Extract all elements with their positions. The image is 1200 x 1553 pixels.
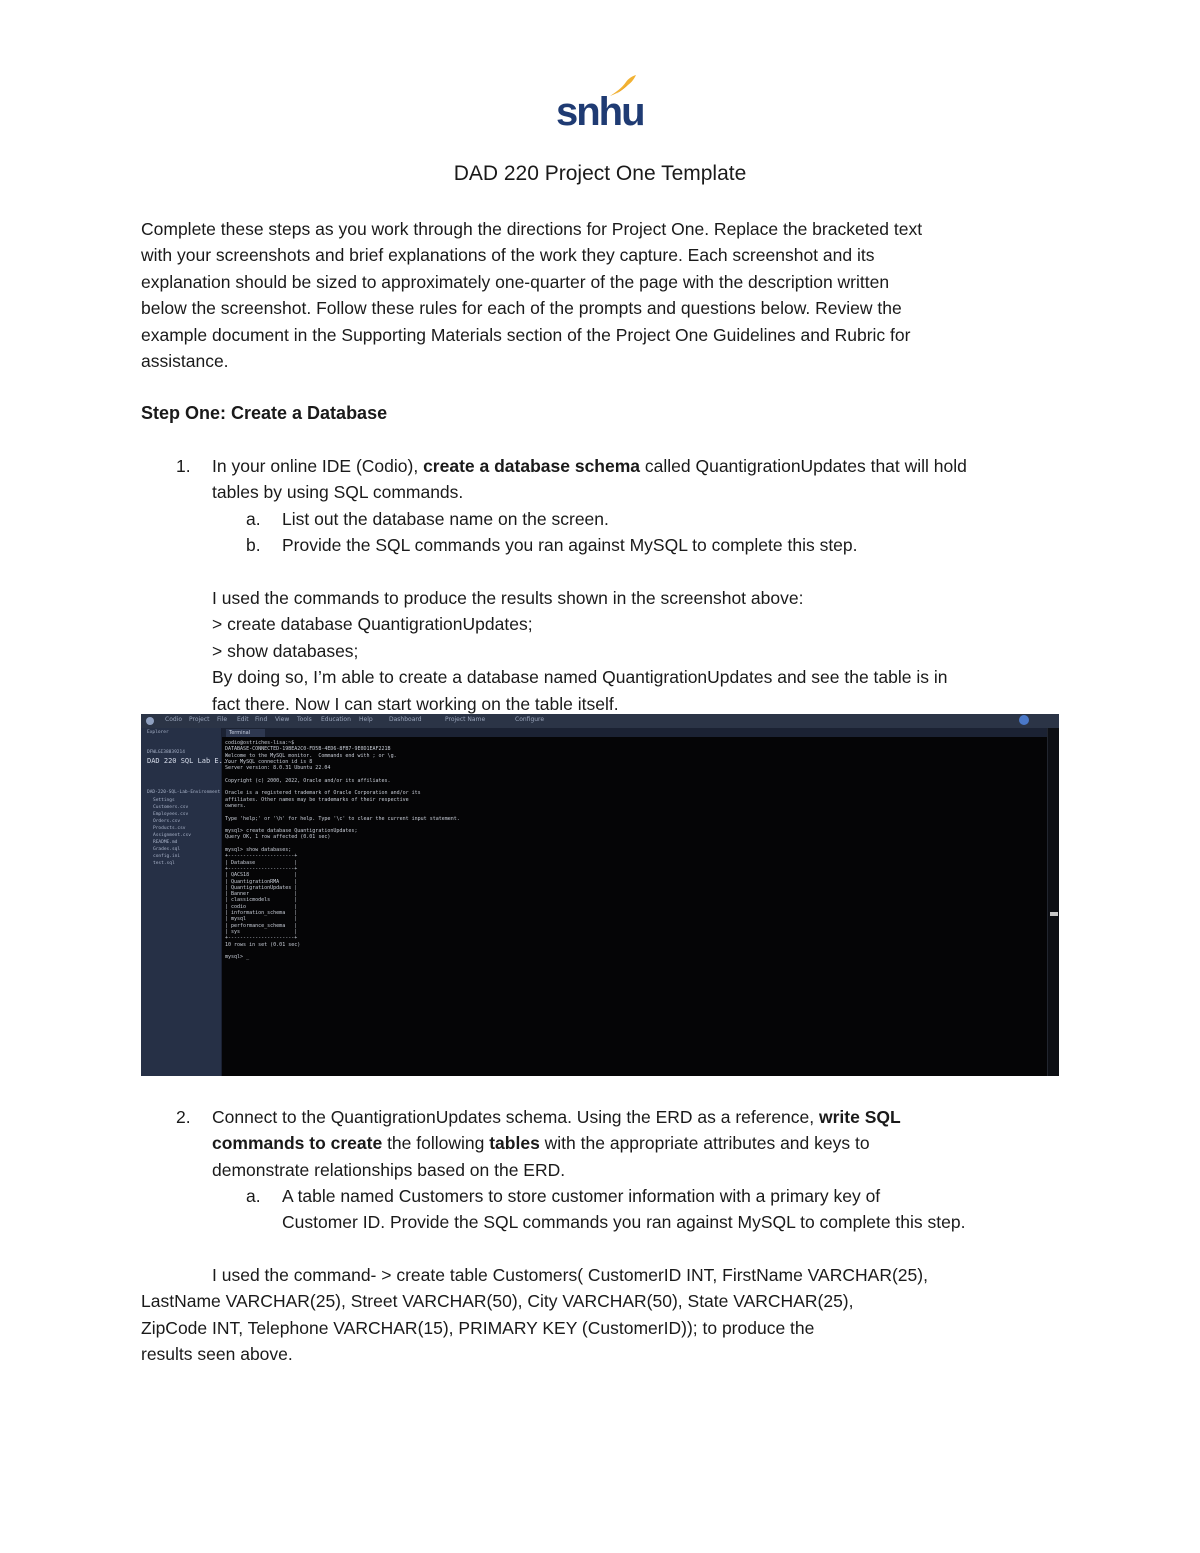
item-2-line-3: demonstrate relationships based on the ERD. <box>212 1159 566 1180</box>
sub-item-label: b. <box>246 535 261 555</box>
item-2-text <box>212 1104 1072 1183</box>
terminal-line: | sys | <box>225 928 298 935</box>
sidebar-file[interactable]: README.md <box>153 840 178 845</box>
intro-line: assistance. <box>141 351 229 372</box>
terminal-line: Copyright (c) 2000, 2022, Oracle and/or its affiliates. <box>225 777 391 784</box>
terminal-line: | codio | <box>225 903 298 910</box>
answer-1 <box>212 585 1072 717</box>
terminal-line: +----------------------+ <box>225 853 298 860</box>
terminal-line: Your MySQL connection id is 8 <box>225 758 313 765</box>
answer-line: I used the command- > create table Customers( CustomerID INT, FirstName VARCHAR(25), <box>212 1265 928 1285</box>
sidebar-file[interactable]: config.ini <box>153 854 181 859</box>
sidebar-file[interactable]: Settings <box>153 798 175 803</box>
avatar[interactable] <box>1019 715 1029 725</box>
terminal-line: | QuantigrationUpdates | <box>225 884 298 891</box>
terminal-output <box>225 740 1025 960</box>
text-run: with the appropriate attributes and keys to <box>539 1133 870 1154</box>
sidebar-file[interactable]: test.sql <box>153 861 175 866</box>
terminal-line: DATABASE-CONNECTED-19BEA2C0-FD5B-4ED6-8FB7-9E0D1EAF221B <box>225 746 391 753</box>
menu-item[interactable]: Education <box>321 716 351 723</box>
terminal-line: Oracle is a registered trademark of Oracle Corporation and/or its <box>225 790 421 797</box>
sidebar-file[interactable]: Employees.csv <box>153 812 189 817</box>
answer-line: By doing so, I’m able to create a database named QuantigrationUpdates and see the table is in <box>212 667 948 688</box>
ide-screenshot <box>141 714 1059 1076</box>
menu-item[interactable]: View <box>275 716 290 723</box>
answer-line: > show databases; <box>212 640 359 661</box>
terminal-line: | QACS18 | <box>225 872 298 879</box>
intro-line: below the screenshot. Follow these rules for each of the prompts and questions below. Review the <box>141 298 902 319</box>
scrollbar-thumb[interactable] <box>1050 912 1058 916</box>
text-run: Connect to the QuantigrationUpdates schema. Using the ERD as a reference, <box>212 1107 819 1127</box>
item-2a-line: A table named Customers to store customer information with a primary key of <box>282 1186 881 1206</box>
intro-paragraph <box>141 216 1061 374</box>
menu-item[interactable]: Edit <box>237 716 249 723</box>
sidebar-project-name: DAD 220 SQL Lab E... <box>147 757 232 765</box>
menu-item[interactable]: Codio <box>165 716 183 723</box>
ide-sidebar <box>141 728 232 1076</box>
intro-line: Complete these steps as you work through the directions for Project One. Replace the bracketed text <box>141 219 923 239</box>
terminal-line: Query OK, 1 row affected (0.01 sec) <box>225 834 331 841</box>
item-2-line-2 <box>212 1130 1072 1156</box>
item-1-line-2: tables by using SQL commands. <box>212 482 464 503</box>
terminal-line: | information_schema | <box>225 910 298 917</box>
terminal-line: Server version: 8.0.31 Ubuntu 22.04 <box>225 765 331 772</box>
codio-logo-icon <box>145 716 155 726</box>
sidebar-file[interactable]: Assignment.csv <box>153 833 191 838</box>
menu-item[interactable]: Project <box>189 716 210 723</box>
menu-item[interactable]: Tools <box>297 716 312 723</box>
answer-line: I used the commands to produce the results shown in the screenshot above: <box>212 588 804 608</box>
terminal-line: +----------------------+ <box>225 935 298 942</box>
terminal-line: | mysql | <box>225 916 298 923</box>
ide-menubar <box>141 714 1059 729</box>
item-number: 1. <box>176 456 191 476</box>
item-2-line-1 <box>212 1104 1072 1130</box>
menu-item[interactable]: Help <box>359 716 373 723</box>
terminal-line: mysql> create database QuantigrationUpdates; <box>225 828 358 835</box>
terminal-line: | classicmodels | <box>225 897 298 904</box>
item-2a-text <box>282 1183 1072 1236</box>
intro-line: with your screenshots and brief explanations of the work they capture. Each screenshot and its <box>141 245 875 266</box>
answer-line: fact there. Now I can start working on the table itself. <box>212 693 619 714</box>
answer-line: LastName VARCHAR(25), Street VARCHAR(50), City VARCHAR(50), State VARCHAR(25), <box>141 1291 854 1312</box>
answer-line: > create database QuantigrationUpdates; <box>212 614 533 635</box>
answer-line: results seen above. <box>141 1344 293 1365</box>
sidebar-folder[interactable]: DAD-220-SQL-Lab-Environment <box>147 790 221 795</box>
item-1b-text: Provide the SQL commands you ran against MySQL to complete this step. <box>282 535 858 555</box>
sub-item-label: a. <box>246 1186 261 1206</box>
menu-item[interactable]: File <box>217 716 228 723</box>
sidebar-file[interactable]: Products.csv <box>153 826 186 831</box>
sidebar-file[interactable]: Customers.csv <box>153 805 189 810</box>
scrollbar[interactable] <box>1047 728 1059 1076</box>
terminal-line: | QuantigrationRMA | <box>225 878 298 885</box>
ide-tabbar <box>222 728 1059 737</box>
menu-item[interactable]: Configure <box>515 716 545 723</box>
menu-item[interactable]: Project Name <box>445 716 486 723</box>
terminal-line: affiliates. Other names may be trademarks of their respective <box>225 796 409 803</box>
intro-line: explanation should be sized to approximately one-quarter of the page with the description written <box>141 271 890 292</box>
tab-terminal[interactable]: Terminal <box>226 729 265 737</box>
text-run: called QuantigrationUpdates that will hold <box>640 456 967 476</box>
terminal-line: | performance_schema | <box>225 922 298 929</box>
terminal-line: | Banner | <box>225 891 298 898</box>
bold-run: commands to create <box>212 1133 383 1154</box>
terminal-line: +----------------------+ <box>225 865 298 872</box>
sidebar-project-id: DFWLGI38839214 <box>147 750 185 755</box>
menu-item[interactable]: Find <box>255 716 268 723</box>
document-title: DAD 220 Project One Template <box>453 162 747 185</box>
terminal-line: mysql> _ <box>225 954 250 961</box>
terminal-line: codio@ostriches-lisa:~$ <box>225 740 295 746</box>
terminal-line: mysql> show databases; <box>225 847 292 854</box>
sub-item-label: a. <box>246 509 261 529</box>
answer-2 <box>141 1262 1061 1368</box>
bold-run: create a database schema <box>423 456 641 476</box>
text-run: the following <box>382 1133 490 1154</box>
text-run: In your online IDE (Codio), <box>212 456 424 476</box>
intro-line: example document in the Supporting Materials section of the Project One Guidelines and Rubric for <box>141 324 911 345</box>
terminal-line: owners. <box>225 802 247 809</box>
item-1a-text: List out the database name on the screen. <box>282 509 609 529</box>
logo-text: snhu <box>556 90 644 134</box>
item-1-line-1 <box>212 453 1072 479</box>
sidebar-file[interactable]: Orders.csv <box>153 819 181 824</box>
item-1-text <box>212 453 1072 506</box>
bold-run: tables <box>489 1133 540 1154</box>
item-number: 2. <box>176 1107 191 1127</box>
step-one-heading: Step One: Create a Database <box>141 403 388 423</box>
answer-line: ZipCode INT, Telephone VARCHAR(15), PRIMARY KEY (CustomerID)); to produce the <box>141 1317 815 1338</box>
sidebar-file[interactable]: Grades.sql <box>153 847 181 852</box>
terminal-line: 10 rows in set (0.01 sec) <box>225 941 301 948</box>
terminal-line: Type 'help;' or '\h' for help. Type '\c' to clear the current input statement. <box>225 815 460 822</box>
terminal-line: Welcome to the MySQL monitor. Commands end with ; or \g. <box>225 752 397 759</box>
sidebar-label: Explorer <box>147 730 169 735</box>
terminal-line: | Database | <box>225 859 298 866</box>
snhu-logo <box>556 74 644 134</box>
item-2a-line: Customer ID. Provide the SQL commands you ran against MySQL to complete this step. <box>282 1212 966 1233</box>
bold-run: write SQL <box>819 1107 901 1127</box>
menu-item[interactable]: Dashboard <box>389 716 422 723</box>
